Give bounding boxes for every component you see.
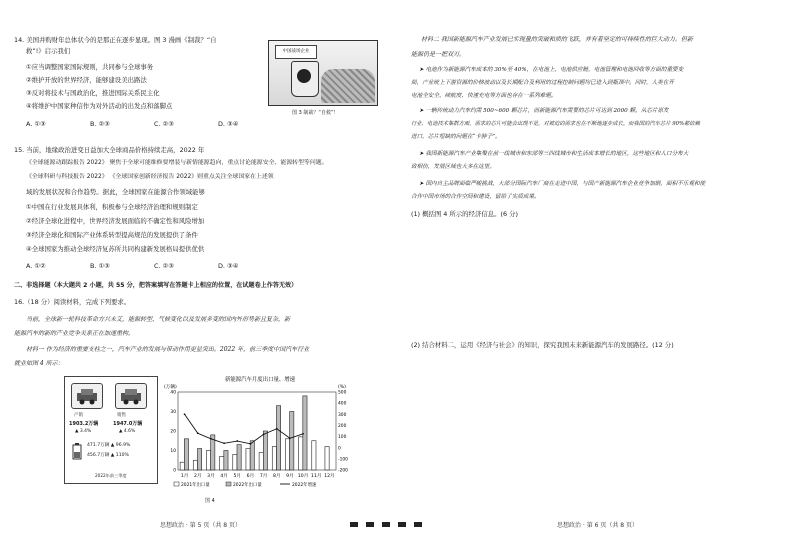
chart-bar-2022 <box>276 406 280 470</box>
registration-mark <box>350 522 358 527</box>
chart-bar-2021 <box>272 447 276 470</box>
cartoon-pile <box>321 69 375 103</box>
figure-4-caption: 图 4 <box>205 498 215 504</box>
q15-option-b[interactable]: B. ①③ <box>90 262 110 270</box>
chart-growth-point <box>263 433 265 435</box>
chart-bar-2022 <box>263 431 267 470</box>
chart-left-tick-label: 20 <box>170 429 176 435</box>
section-2-heading: 二、非选择题（本大题共 2 小题，共 55 分，把答案填写在答题卡上相应的位置，在试题卷上作答无效） <box>14 282 298 289</box>
chart-bar-2022 <box>197 449 201 470</box>
q15-line-1: 15. 当前，地缘政治进变日益加大全球商品价格持续走高，2022 年 <box>14 146 205 154</box>
q14-option-b[interactable]: B. ②③ <box>90 120 110 128</box>
bullet-2-line-3: 进口，芯片短缺的问题在“卡脖子”。 <box>411 134 501 140</box>
sales-growth: ▲ 4.6% <box>119 429 136 434</box>
chart-left-tick-label: 40 <box>170 390 176 396</box>
chart-x-tick-label: 5月 <box>233 474 242 479</box>
registration-mark <box>382 522 390 527</box>
q16-intro-1: 当前，全球新一轮科技革命方兴未艾，能源转型、气候变化以及发展多变的国内外形势新且复杂，新 <box>26 316 291 323</box>
q16-material-1-line-2: 就业如图 4 所示： <box>14 360 64 367</box>
q15-option-a[interactable]: A. ①② <box>26 262 46 270</box>
cartoon-face <box>297 69 311 83</box>
sales-car-panel <box>115 383 147 409</box>
chart-x-tick-label: 10月 <box>297 474 309 479</box>
q16-head: 16.（18 分）阅读材料，完成下列要求。 <box>14 298 131 306</box>
q14-stem-2: 救”!》启示我们 <box>26 47 71 55</box>
chart-right-tick-label: 400 <box>338 401 347 407</box>
legend-swatch-2022 <box>226 482 231 486</box>
chart-growth-point <box>276 428 278 430</box>
bullet-2-line-1: ➤ 一辆传统动力汽车约需 500~600 颗芯片，而新能源汽车需要的芯片可达到 2000 颗。从芯片原发 <box>419 108 669 114</box>
legend-label-2022: 2022年出口量 <box>233 483 262 488</box>
battery-icon <box>71 443 83 461</box>
nev-sales: 456.7万辆 ▲ 110% <box>87 453 129 458</box>
chart-bar-2022 <box>184 439 188 470</box>
chart-x-tick-label: 11月 <box>311 474 322 479</box>
chart-growth-point <box>210 438 212 440</box>
chart-growth-point <box>197 432 199 434</box>
chart-x-tick-label: 6月 <box>246 474 255 479</box>
car-icon <box>116 384 146 408</box>
chart-bar-2021 <box>180 462 184 470</box>
bullet-3-line-1: ➤ 我国新能源汽车产业集聚在前一线城市和东部等三四线城市和生活成本增长的地区，这些地区和人口分布大 <box>419 151 689 157</box>
chart-right-tick-label: 300 <box>338 412 347 418</box>
bullet-1-line-3: 电池全安全、续航度、快速充电等方面也存在一系列难题。 <box>411 93 557 99</box>
right-page <box>397 0 794 548</box>
chart-left-tick-label: 0 <box>173 468 176 474</box>
chart-bar-2022 <box>224 451 228 471</box>
material-2-line-2: 能源仍是一把双刃。 <box>411 51 466 58</box>
car-icon <box>72 384 102 408</box>
q15-line-3: 《全球科研与科技报告 2022》 《全球国家创新经济报告 2022》则重点关注全球国家在上述领 <box>26 174 274 180</box>
chart-bar-2021 <box>299 437 303 470</box>
chart-growth-point <box>289 437 291 439</box>
chart-x-tick-label: 2月 <box>193 474 202 479</box>
sales-label: 销售 <box>117 413 126 418</box>
chart-growth-point <box>223 442 225 444</box>
chart-x-tick-label: 7月 <box>259 474 268 479</box>
chart-bar-2021 <box>206 451 210 471</box>
nev-export-chart <box>160 372 360 496</box>
chart-bar-2021 <box>233 454 237 470</box>
q16-material-1-line-1: 材料一 作为经济的重要支柱之一，汽车产业的发展与带动作用更显突出。2022 年，前三季度中国汽车行业 <box>26 346 310 353</box>
chart-right-tick-label: 500 <box>338 390 347 396</box>
registration-mark <box>414 522 422 527</box>
chart-right-tick-label: -100 <box>338 457 348 463</box>
registration-mark <box>366 522 374 527</box>
q15-item-1: ①中国在行业发展具体利，积极参与全球经济治理和规则制定 <box>26 203 198 211</box>
legend-label-growth: 2022年增速 <box>292 483 317 488</box>
q15-line-2: 《全球能源动跟踪报告 2022》 聚焦于全球可能维修要增装与新情能源趋向，重点讨论能源安全、能源转型等问题。 <box>26 160 328 166</box>
q14-option-a[interactable]: A. ①③ <box>26 120 46 128</box>
chart-right-tick-label: -200 <box>338 468 348 474</box>
q15-option-d[interactable]: D. ③④ <box>218 262 239 270</box>
q15-option-c[interactable]: C. ②③ <box>154 262 174 270</box>
q14-option-c[interactable]: C. ②③ <box>154 120 174 128</box>
chart-right-tick-label: 200 <box>338 424 347 430</box>
legend-swatch-2021 <box>174 482 179 486</box>
chart-bar-2021 <box>325 447 329 470</box>
q15-line-4: 域的发展状况和合作趋势。据此，全球国家在能源合作领域能够 <box>26 188 205 196</box>
production-label: 产销 <box>74 413 83 418</box>
production-car-panel <box>71 383 103 409</box>
chart-growth-point <box>184 413 186 415</box>
chart-ylabel-left: (万辆) <box>164 385 177 390</box>
chart-bar-2021 <box>285 439 289 470</box>
q14-caption: 图 3 制裁？“自救”！ <box>292 110 339 116</box>
right-page-footer: 思想政治 · 第 6 页（共 8 页） <box>557 522 638 529</box>
sub-question-2: (2) 结合材料二，运用《经济与社会》的知识，探究我国未来新能源汽车的发展路径。(12 分) <box>411 341 674 349</box>
nev-production: 471.7万辆 ▲ 96.9% <box>87 443 131 448</box>
chart-bar-2022 <box>290 412 294 471</box>
chart-x-tick-label: 9月 <box>286 474 294 479</box>
chart-left-tick-label: 30 <box>170 410 176 416</box>
answer-space-2[interactable] <box>411 354 771 504</box>
q14-item-2: ②维护开放的世界经济，能够建设美出路法 <box>26 76 147 84</box>
q14-cartoon <box>268 40 378 106</box>
chart-bar-2021 <box>220 456 224 470</box>
production-growth: ▲ 3.4% <box>75 429 92 434</box>
panel-note: 2022年前三季度 <box>95 473 127 478</box>
chart-growth-point <box>302 433 304 435</box>
chart-x-tick-label: 8月 <box>272 474 281 479</box>
q14-stem-1: 14. 美国并购财年总体状今的是那正在逐步显现。图 3 漫画《制裁？“自 <box>14 36 217 44</box>
chart-x-tick-label: 1月 <box>180 474 189 479</box>
legend-label-2021: 2021年出口量 <box>181 483 210 488</box>
bullet-1-line-1: ➤ 电池作为新能源汽车成本的 30%至 40%，在电池上，电池供应链，电池管理和电池回收等方面的重要变 <box>419 67 684 73</box>
answer-space-1[interactable] <box>411 222 771 332</box>
chart-bar-2022 <box>250 441 254 470</box>
sales-value: 1947.0万辆 <box>113 421 143 427</box>
chart-bar-2021 <box>193 460 197 470</box>
bullet-3-line-2: 致相仿，发展区域也大多在这里。 <box>411 164 495 170</box>
cartoon-sign: 中国战场企业 <box>275 45 317 59</box>
chart-growth-point <box>236 440 238 442</box>
production-value: 1903.2万辆 <box>69 421 99 427</box>
left-page-footer: 思想政治 · 第 5 页（共 8 页） <box>160 522 241 529</box>
chart-ylabel-right: (%) <box>338 385 346 390</box>
q15-options <box>26 262 282 271</box>
chart-bar-2021 <box>312 441 316 470</box>
q15-item-3: ③经济全球化和国际产业体系转型提高规范的发展提供了条件 <box>26 231 198 239</box>
bullet-4-line-2: 合作中国市场的合作空间和建设，留给了实质成果。 <box>411 194 540 200</box>
q15-item-4: ④全球国家为推动全球经济复苏所共同构建新发展格局提供优供 <box>26 245 205 253</box>
q14-item-1: ①应当调整国家国际规则，共同参与全球事务 <box>26 63 154 71</box>
chart-left-tick-label: 10 <box>170 449 176 455</box>
production-sales-panel <box>64 376 158 484</box>
registration-mark <box>398 522 406 527</box>
bullet-2-line-2: 行业、电池技术集群方面，需求的芯片可能会出现不足，对被迫的需求也在不断地逐步成长。而我国的汽车芯片 90%都依赖 <box>411 121 700 127</box>
chart-bar-2022 <box>237 445 241 470</box>
q14-item-4: ④将维护中国家种信作为对外活动的出发点和落脚点 <box>26 102 173 110</box>
chart-right-tick-label: 100 <box>338 435 347 441</box>
material-2-line-1: 材料二 我国新能源汽车产业发展已实现量的突破和质的飞跃，并有着坚定的可持续性的巨大动力。但新 <box>421 36 693 43</box>
q14-option-d[interactable]: D. ③④ <box>218 120 239 128</box>
q14-options <box>26 120 282 129</box>
chart-x-tick-label: 3月 <box>207 474 215 479</box>
chart-bar-2022 <box>303 396 307 470</box>
chart-x-tick-label: 12月 <box>324 474 335 479</box>
chart-growth-point <box>250 443 252 445</box>
sub-question-1: (1) 概括图 4 所示的经济信息。(6 分) <box>411 210 518 218</box>
q14-item-3: ③反对将技术与国政治化，推进国际关系民主化 <box>26 89 160 97</box>
chart-bar-2021 <box>246 449 250 470</box>
chart-x-tick-label: 4月 <box>220 474 228 479</box>
bullet-1-line-2: 局，产业统上下游资源的价格波动以及长期配合及利用的过程控制问题均已进入到瓶颈中。同时，人类在开 <box>411 80 674 86</box>
chart-title: 新能源汽车月度出口量、增速 <box>224 377 296 383</box>
q16-intro-2: 能源汽车的新的产业竞争关系正在加速重构。 <box>14 330 135 337</box>
q15-item-2: ②经济全球化进程中，世界经济发展面临的不确定性和风险增加 <box>26 217 205 225</box>
bullet-4-line-1: ➤ 国内自主品牌面临严峻挑战，大部分国际汽车厂商在走进中国，与国产新能源汽车企业竞争加剧，面积不乐观和使 <box>419 181 706 187</box>
chart-right-tick-label: 0 <box>338 446 341 452</box>
chart-bar-2021 <box>259 452 263 470</box>
